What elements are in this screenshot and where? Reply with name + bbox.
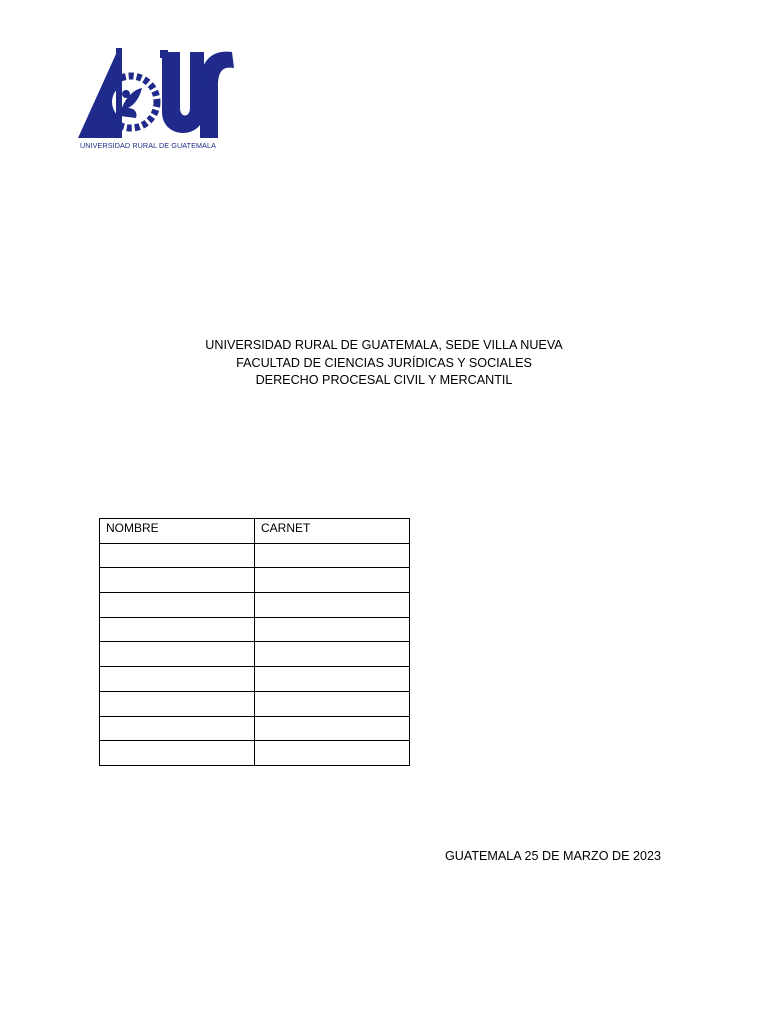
- table-row: [100, 691, 410, 716]
- nombre-cell[interactable]: [100, 667, 255, 692]
- nombre-cell[interactable]: [100, 593, 255, 618]
- logo-caption: UNIVERSIDAD RURAL DE GUATEMALA: [80, 141, 216, 150]
- table-row: [100, 716, 410, 741]
- carnet-cell[interactable]: [255, 741, 410, 766]
- carnet-cell[interactable]: [255, 691, 410, 716]
- carnet-cell[interactable]: [255, 568, 410, 593]
- student-roster-table: [99, 518, 410, 766]
- carnet-cell[interactable]: [255, 667, 410, 692]
- nombre-cell[interactable]: [100, 617, 255, 642]
- university-logo: [76, 46, 236, 156]
- table-row: [100, 741, 410, 766]
- nombre-cell[interactable]: [100, 741, 255, 766]
- table-row: [100, 593, 410, 618]
- nombre-cell[interactable]: [100, 716, 255, 741]
- table-row: [100, 543, 410, 568]
- nombre-cell[interactable]: [100, 543, 255, 568]
- document-date: GUATEMALA 25 DE MARZO DE 2023: [444, 849, 661, 863]
- table-row: [100, 617, 410, 642]
- carnet-cell[interactable]: [255, 642, 410, 667]
- nombre-cell[interactable]: [100, 642, 255, 667]
- column-header-carnet: CARNET: [255, 519, 410, 544]
- carnet-cell[interactable]: [255, 593, 410, 618]
- carnet-cell[interactable]: [255, 716, 410, 741]
- heading-university: UNIVERSIDAD RURAL DE GUATEMALA, SEDE VILLA NUEVA: [205, 338, 563, 352]
- nombre-cell[interactable]: [100, 568, 255, 593]
- heading-course: DERECHO PROCESAL CIVIL Y MERCANTIL: [255, 373, 513, 387]
- carnet-cell[interactable]: [255, 543, 410, 568]
- document-heading: [0, 337, 768, 390]
- nombre-cell[interactable]: [100, 691, 255, 716]
- table-header-row: [100, 519, 410, 544]
- carnet-cell[interactable]: [255, 617, 410, 642]
- heading-faculty: FACULTAD DE CIENCIAS JURÍDICAS Y SOCIALES: [236, 355, 532, 370]
- table-row: [100, 667, 410, 692]
- table-row: [100, 568, 410, 593]
- column-header-nombre: NOMBRE: [100, 519, 255, 544]
- table-row: [100, 642, 410, 667]
